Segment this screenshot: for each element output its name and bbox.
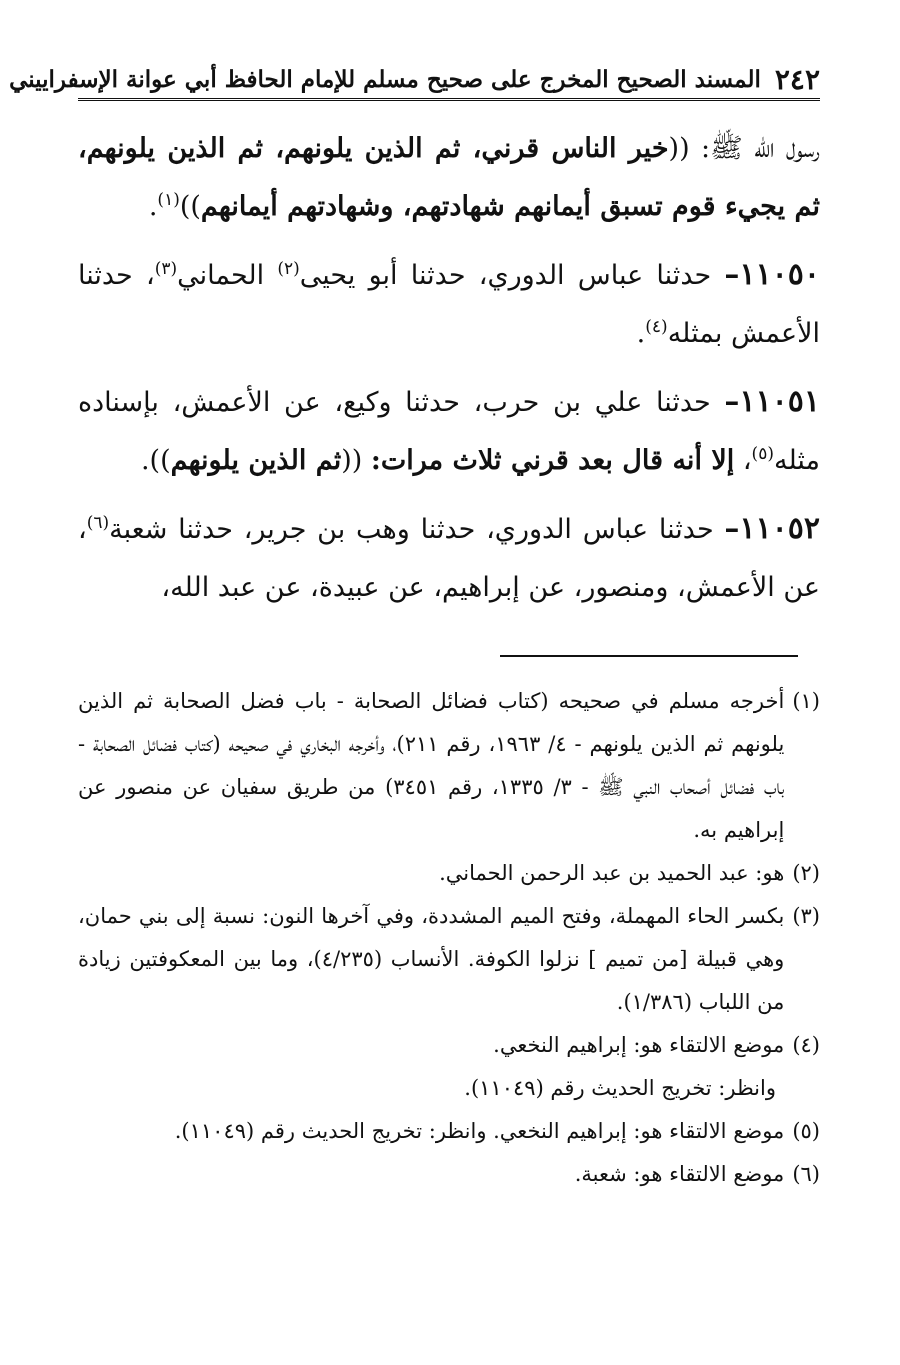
footnote-mark: (٣) (792, 904, 820, 928)
paragraph-11051 (78, 373, 820, 490)
bold-text-run: إلا أنه قال بعد قرني ثلاث مرات: (370, 445, 735, 476)
footnote-ref[interactable]: (٥) (751, 444, 774, 464)
text-run: (( (341, 445, 371, 476)
paragraph-hadith-text (78, 120, 820, 236)
footnote-mark: (٥) (792, 1119, 820, 1143)
footnote-6 (78, 1153, 820, 1196)
footnote-1 (78, 680, 820, 852)
text-run: . (636, 318, 646, 349)
footnote-mark: (٦) (792, 1162, 820, 1186)
paragraph-11050 (78, 246, 820, 363)
text-run: ، عن الأعمش، ومنصور، عن إبراهيم، عن عبيدة، عن عبد الله، (78, 514, 820, 603)
footnote-mark: (١) (792, 689, 820, 713)
text-run: رسول الله ﷺ: (( (668, 133, 821, 164)
paragraph-11052 (78, 500, 820, 617)
main-text (78, 120, 820, 627)
book-title: المسند الصحيح المخرج على صحيح مسلم للإمام الحافظ أبي عوانة الإسفراييني (9, 65, 761, 93)
footnote-mark: (٢) (792, 861, 820, 885)
bold-text-run: خير الناس قرني، ثم الذين يلونهم، ثم الذين يلونهم، ثم يجيء قوم تسبق أيمانهم شهادتهم، وشهادتهم أيمانهم (78, 133, 820, 222)
text-run: ، حدثنا الأعمش بمثله (78, 260, 820, 349)
hadith-number: ١١٠٥٢– (724, 511, 820, 546)
footnote-5 (78, 1110, 820, 1153)
footnote-ref[interactable]: (٢) (277, 259, 300, 279)
footnote-text: موضع الالتقاء هو: شعبة. (574, 1162, 785, 1186)
footnote-separator (500, 655, 798, 657)
footnote-mark: (٤) (792, 1033, 820, 1057)
text-run: حدثنا علي بن حرب، حدثنا وكيع، عن الأعمش، بإسناده مثله (78, 387, 820, 476)
footnotes (78, 680, 820, 1196)
footnote-ref[interactable]: (٦) (86, 513, 110, 533)
bold-text-run: ثم الذين يلونهم (170, 445, 342, 476)
text-run: حدثنا عباس الدوري، حدثنا وهب بن جرير، حدثنا شعبة (109, 514, 725, 545)
footnote-ref[interactable]: (١) (157, 190, 180, 210)
footnote-text: وانظر: تخريج الحديث رقم (١١٠٤٩). (464, 1076, 776, 1100)
footnote-ref[interactable]: (٤) (645, 317, 668, 337)
hadith-number: ١١٠٥١– (724, 384, 820, 419)
text-run: ، (734, 445, 752, 476)
footnote-text: بكسر الحاء المهملة، وفتح الميم المشددة، وفي آخرها النون: نسبة إلى بني حمان، وهي قبيلة [من تميم ] نزلوا الكوفة. الأنساب (٤/٢٣٥)، وما بين المعكوفتين زيادة من اللباب (١/٣٨٦). (78, 904, 785, 1014)
footnote-text: هو: عبد الحميد بن عبد الرحمن الحماني. (439, 861, 785, 885)
text-run: . (148, 191, 158, 222)
footnote-text: موضع الالتقاء هو: إبراهيم النخعي. (493, 1033, 785, 1057)
footnote-4-continued (78, 1067, 820, 1110)
text-run: )) (179, 191, 201, 222)
footnote-2 (78, 852, 820, 895)
footnote-text: موضع الالتقاء هو: إبراهيم النخعي. وانظر: تخريج الحديث رقم (١١٠٤٩). (174, 1119, 785, 1143)
hadith-number: ١١٠٥٠– (724, 257, 820, 292)
text-run: )). (140, 445, 171, 476)
running-header (9, 60, 820, 101)
page-number: ٢٤٢ (774, 62, 820, 96)
text-run: الحماني (177, 260, 278, 291)
text-run: حدثنا عباس الدوري، حدثنا أبو يحيى (299, 260, 725, 291)
footnote-ref[interactable]: (٣) (154, 259, 178, 279)
footnote-3 (78, 895, 820, 1024)
footnote-4 (78, 1024, 820, 1067)
footnote-text: أخرجه مسلم في صحيحه (كتاب فضائل الصحابة - باب فضل الصحابة ثم الذين يلونهم ثم الذين يلونهم - ٤/ ١٩٦٣، رقم ٢١١)، وأخرجه البخاري في صحيحه (كتاب فضائل الصحابة - باب فضائل أصحاب النبي ﷺ - ٣/ ١٣٣٥، رقم ٣٤٥١) من طريق سفيان عن منصور عن إبراهيم به. (78, 689, 785, 842)
